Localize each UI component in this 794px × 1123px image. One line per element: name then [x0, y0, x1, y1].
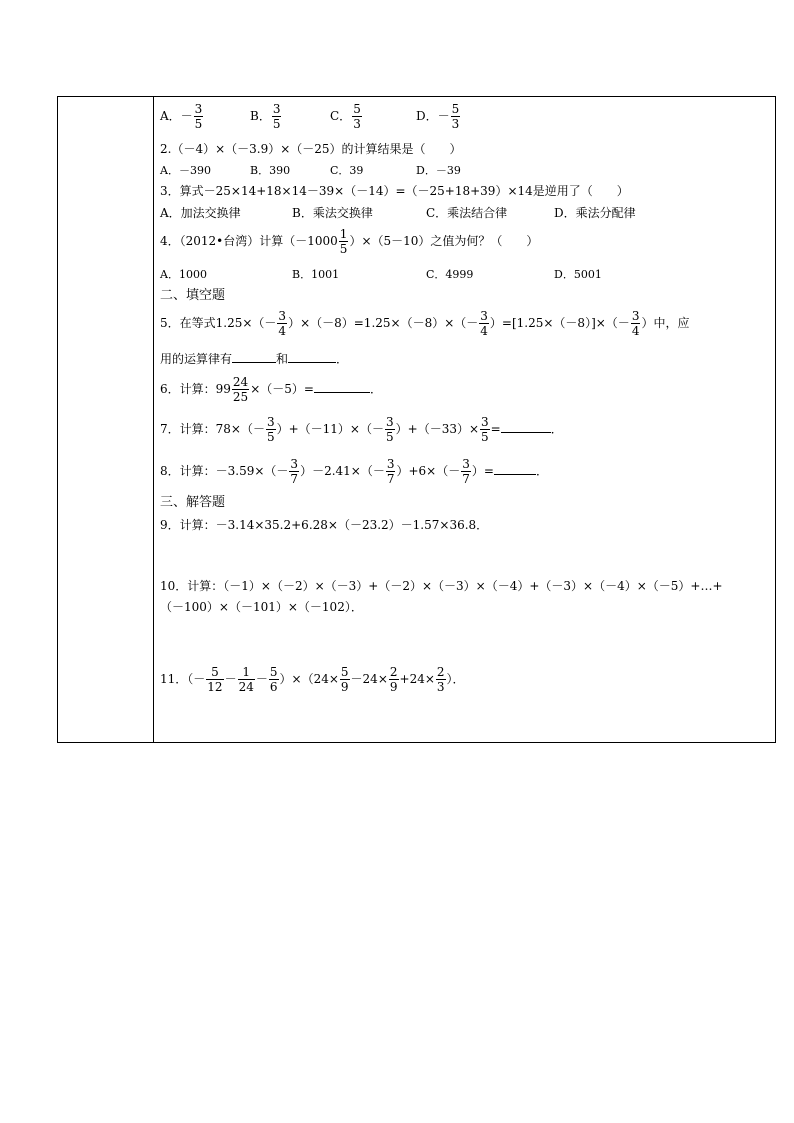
q1-option-b: B． $\frac{3}{5}$ — [250, 102, 281, 131]
q3-options — [160, 205, 636, 221]
q5-blank-2[interactable] — [288, 351, 336, 363]
q10-line2: （－100）×（－101）×（－102）． — [160, 600, 363, 614]
q3-option-d: D．乘法分配律 — [554, 206, 636, 220]
q3-option-c: C．乘法结合律 — [426, 206, 508, 220]
q2-option-d: D．－39 — [416, 164, 461, 177]
q3-option-a: A．加法交换律 — [160, 206, 241, 220]
q1-options — [160, 102, 461, 131]
q6-stem: 6．计算：99 $\frac{24}{25}$ ×（－5）= ． — [160, 375, 382, 404]
q11-stem: 11．（－ $\frac{5}{12}$ － $\frac{1}{24}$ － $\frac{5}{6}$ ）×（24× $\frac{5}{9}$ －24× $\frac{2}{9}$ +24× $\frac{2}{3}$ ）． — [160, 665, 465, 694]
q2-option-c: C．39 — [330, 164, 364, 177]
q3-option-b: B．乘法交换律 — [292, 206, 373, 220]
q5-stem: 5．在等式1.25×（－ $\frac{3}{4}$ ）×（－8）=1.25×（－8）×（－ $\frac{3}{4}$ ）=[1.25×（－8）]×（－ $\frac{3}{4}$ ）中，应 — [160, 309, 690, 338]
q1-option-d: D．－ $\frac{5}{3}$ — [416, 102, 460, 131]
q2-option-a: A．－390 — [160, 164, 211, 177]
q5-line2: 用的运算律有 和 ． — [160, 352, 349, 366]
q4-option-c: C．4999 — [426, 268, 474, 281]
q3-stem: 3．算式－25×14+18×14－39×（－14）=（－25+18+39）×14是逆用了（ ） — [160, 184, 629, 198]
q4-option-a: A．1000 — [160, 268, 207, 281]
q2-options — [160, 163, 461, 179]
section-fill-in-heading: 二、填空题 — [160, 288, 226, 303]
worksheet-table — [57, 96, 776, 743]
q4-option-b: B．1001 — [292, 268, 340, 281]
q6-blank[interactable] — [314, 381, 370, 393]
q5-blank-1[interactable] — [232, 351, 276, 363]
q7-stem: 7．计算：78×（－ $\frac{3}{5}$ ）+（－11）×（－ $\frac{3}{5}$ ）+（－33）× $\frac{3}{5}$ = ． — [160, 415, 563, 444]
q7-blank[interactable] — [501, 421, 551, 433]
q2-stem: 2.（－4）×（－3.9）×（－25）的计算结果是（ ） — [160, 142, 462, 156]
section-answer-heading: 三、解答题 — [160, 495, 226, 510]
q2-option-b: B．390 — [250, 164, 291, 177]
q4-options — [160, 267, 602, 283]
q10-line1: 10．计算：（－1）×（－2）×（－3）+（－2）×（－3）×（－4）+（－3）×（－4）×（－5）+…+ — [160, 579, 723, 593]
q8-stem: 8．计算：－3.59×（－ $\frac{3}{7}$ ）－2.41×（－ $\frac{3}{7}$ ）+6×（－ $\frac{3}{7}$ ）= ． — [160, 457, 548, 486]
q4-stem: 4．（2012•台湾）计算（－1000 $\frac{1}{5}$ ）×（5－10）之值为何？（ ） — [160, 227, 539, 256]
q4-option-d: D．5001 — [554, 268, 602, 281]
q9-stem: 9．计算：－3.14×35.2+6.28×（－23.2）－1.57×36.8． — [160, 518, 489, 532]
q1-option-a: A．－ $\frac{3}{5}$ — [160, 102, 203, 131]
q8-blank[interactable] — [494, 463, 536, 475]
q1-option-c: C． $\frac{5}{3}$ — [330, 102, 361, 131]
column-divider — [153, 97, 154, 742]
